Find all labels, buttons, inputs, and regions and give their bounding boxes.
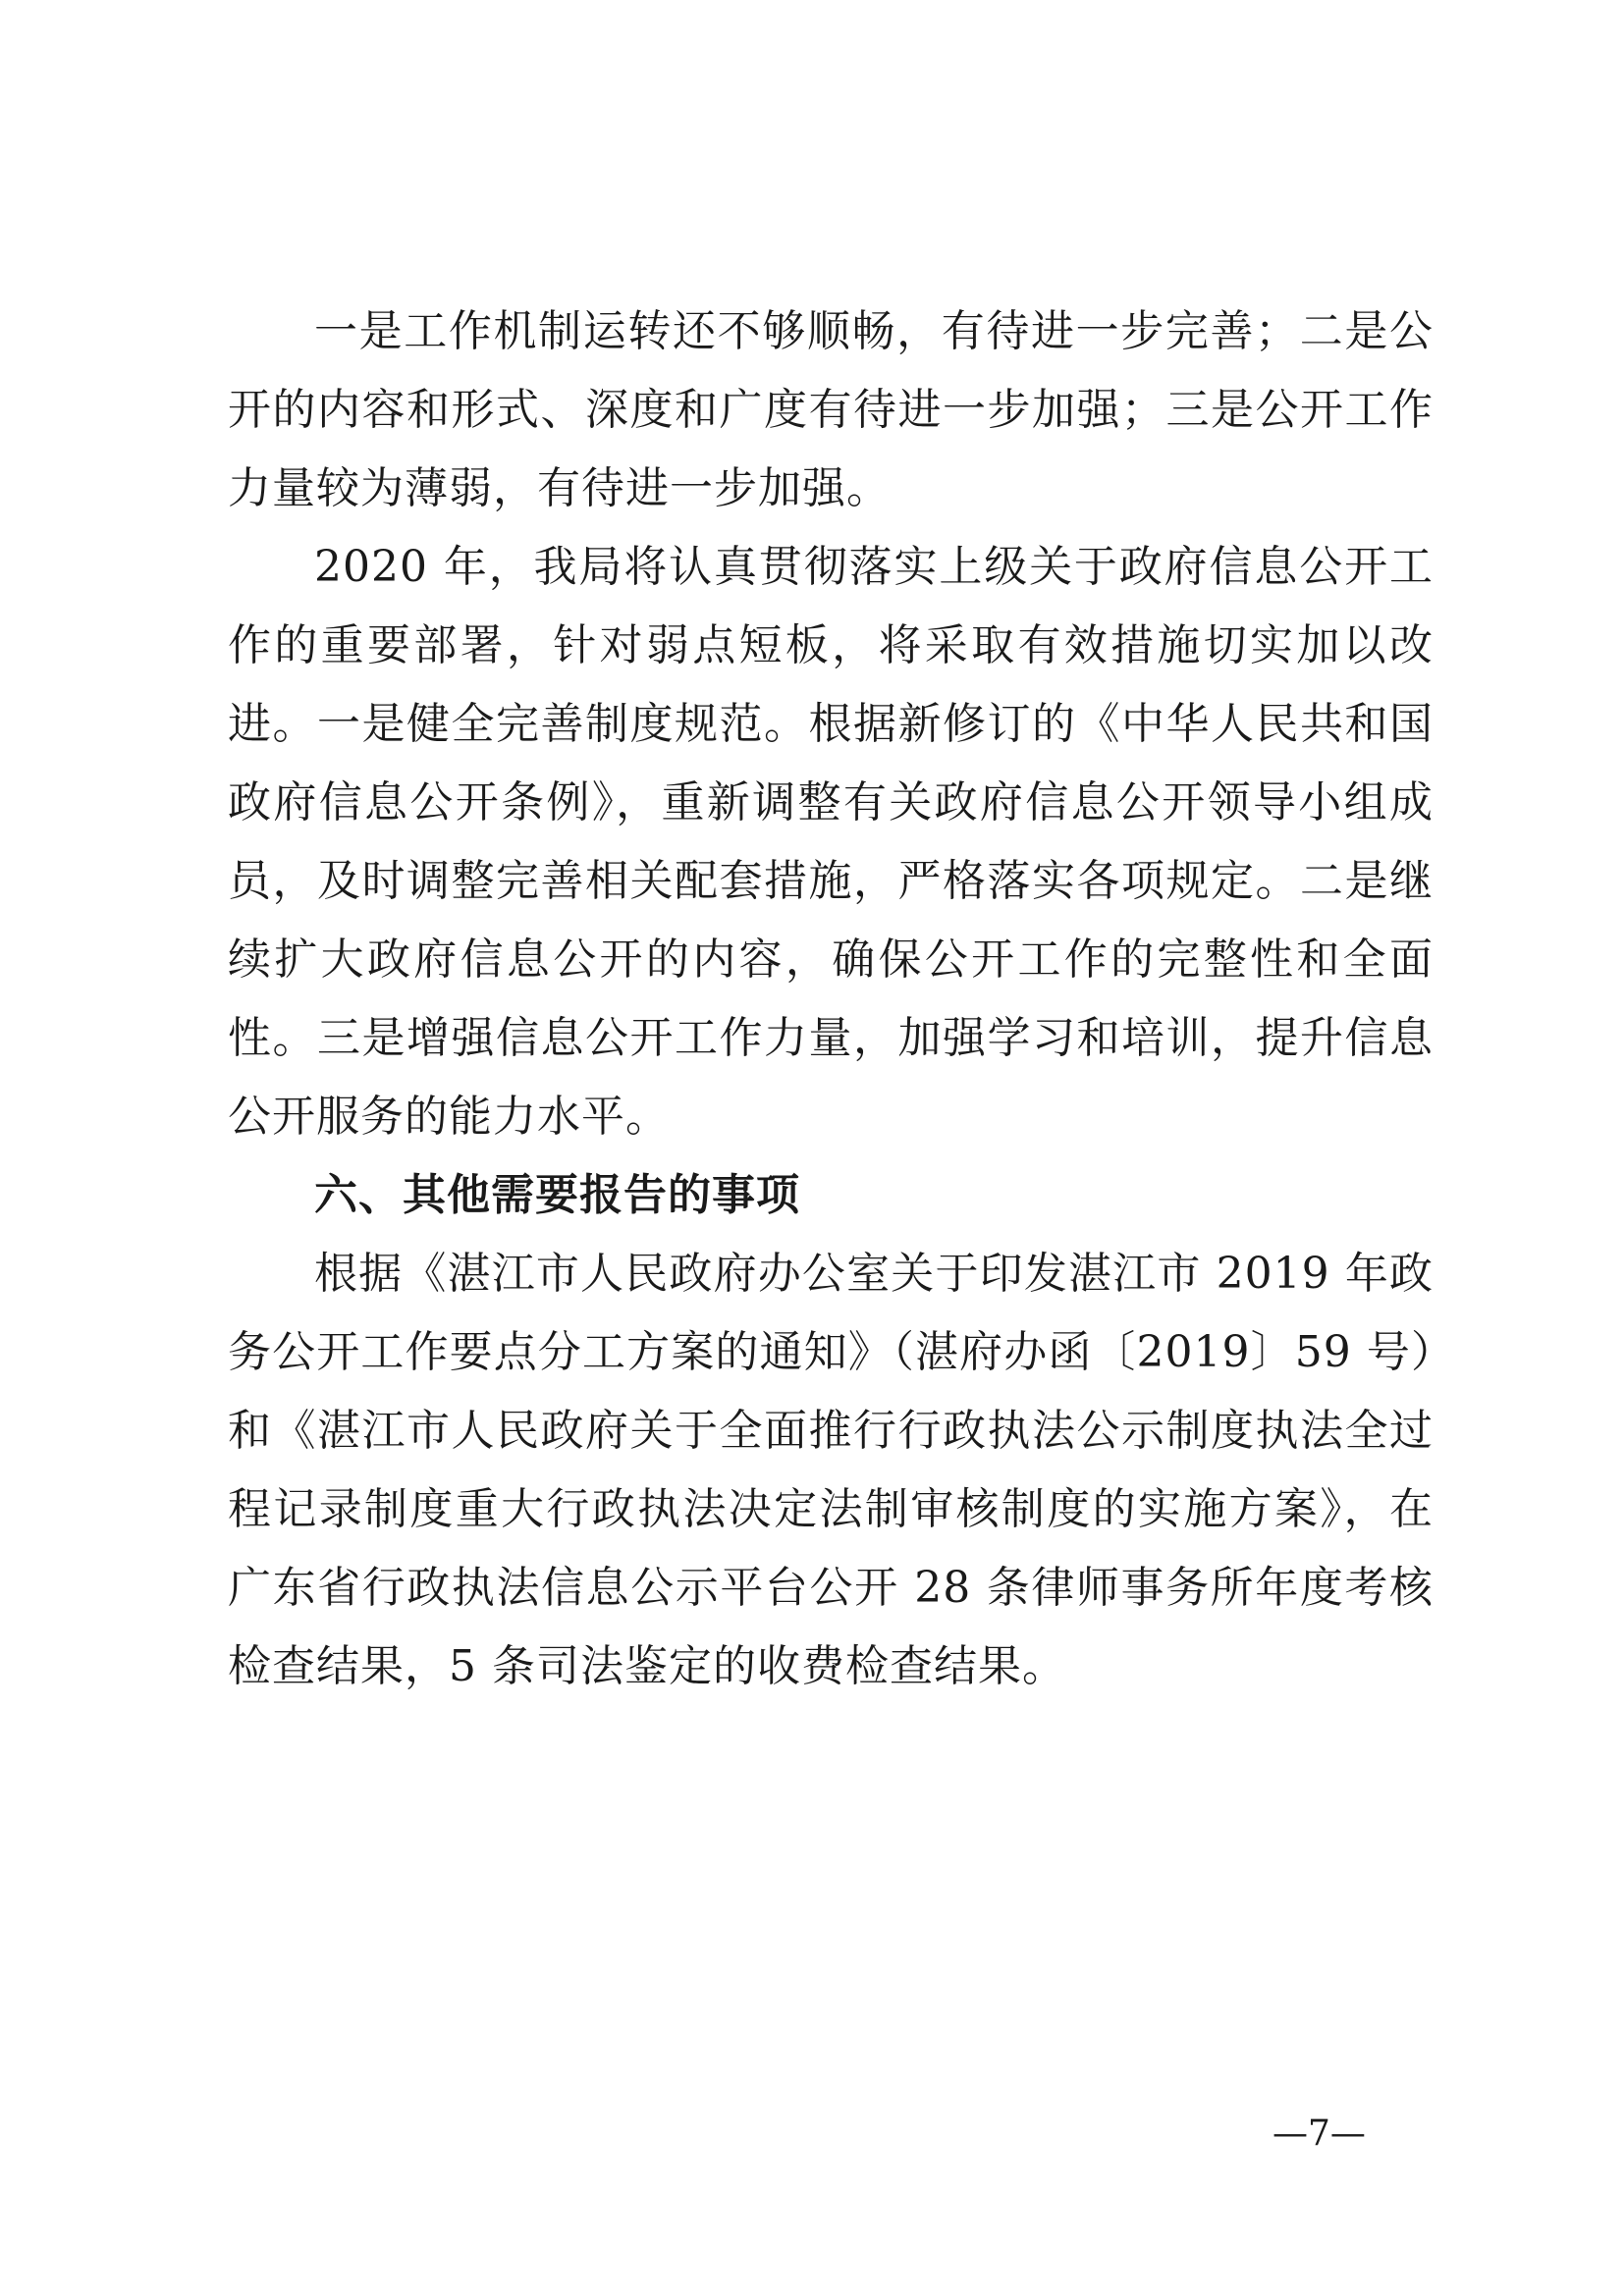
paragraph-other-matters: 根据《湛江市人民政府办公室关于印发湛江市 2019 年政务公开工作要点分工方案的通知》（湛府办函〔2019〕59 号）和《湛江市人民政府关于全面推行行政执法公示制度执法全过程记录制度重大行政执法决定法制审核制度的实施方案》，在广东省行政执法信息公示平台公开 28 条律师事务所年度考核检查结果，5 条司法鉴定的收费检查结果。 (228, 1249, 1434, 1691)
paragraph-2020-plan: 2020 年，我局将认真贯彻落实上级关于政府信息公开工作的重要部署，针对弱点短板，将采取有效措施切实加以改进。一是健全完善制度规范。根据新修订的《中华人民共和国政府信息公开条例》，重新调整有关政府信息公开领导小组成员，及时调整完善相关配套措施，严格落实各项规定。二是继续扩大政府信息公开的内容，确保公开工作的完整性和全面性。三是增强信息公开工作力量，加强学习和培训，提升信息公开服务的能力水平。 (228, 542, 1434, 1142)
section-heading-other-matters: 六、其他需要报告的事项 (314, 1170, 800, 1220)
paragraph-shortcomings: 一是工作机制运转还不够顺畅，有待进一步完善；二是公开的内容和形式、深度和广度有待进一步加强；三是公开工作力量较为薄弱，有待进一步加强。 (228, 306, 1434, 513)
document-body (228, 293, 1434, 1706)
page-number: —7— (1272, 2113, 1366, 2154)
